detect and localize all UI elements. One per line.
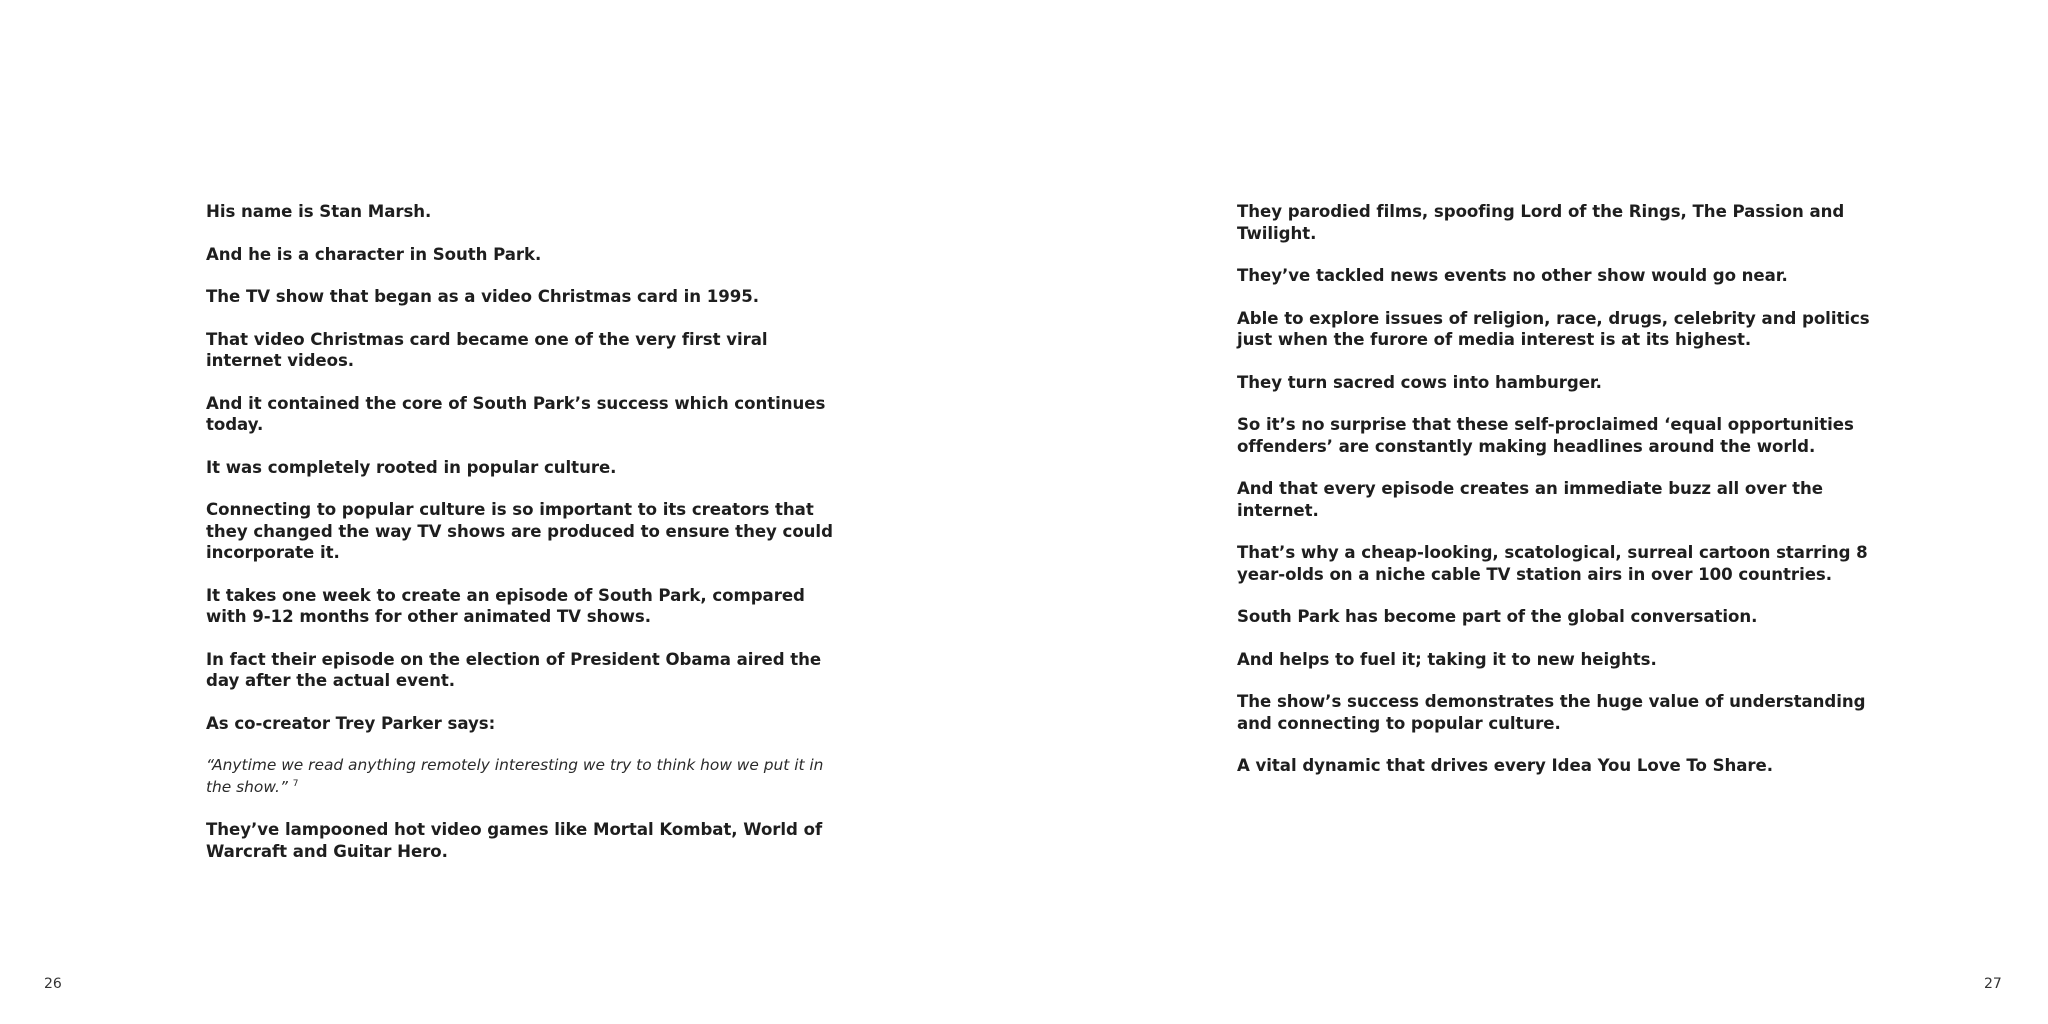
paragraph: It takes one week to create an episode of South Park, compared with 9-12 months for other animated TV shows. <box>206 585 805 626</box>
right-text-column <box>1237 201 1877 798</box>
paragraph: They’ve tackled news events no other show would go near. <box>1237 266 1788 285</box>
quote-text: “Anytime we read anything remotely interesting we try to think how we put it in the show.” <box>206 756 824 796</box>
footnote-marker: 7 <box>292 778 299 789</box>
paragraph: They’ve lampooned hot video games like Mortal Kombat, World of Warcraft and Guitar Hero. <box>206 820 823 861</box>
paragraph: And that every episode creates an immediate buzz all over the internet. <box>1237 479 1823 520</box>
paragraph: A vital dynamic that drives every Idea You Love To Share. <box>1237 756 1773 775</box>
paragraph: In fact their episode on the election of President Obama aired the day after the actual event. <box>206 649 822 690</box>
paragraph: That video Christmas card became one of the very first viral internet videos. <box>206 329 768 370</box>
paragraph: And he is a character in South Park. <box>206 244 542 264</box>
paragraph: The show’s success demonstrates the huge value of understanding and connecting to popular culture. <box>1237 692 1866 733</box>
paragraph: That’s why a cheap-looking, scatological, surreal cartoon starring 8 year-olds on a niche cable TV station airs in over 100 countries. <box>1237 543 1868 584</box>
right-page <box>1024 0 2048 1024</box>
paragraph: And it contained the core of South Park’s success which continues today. <box>206 393 826 434</box>
paragraph: They turn sacred cows into hamburger. <box>1237 372 1602 392</box>
paragraph: Connecting to popular culture is so important to its creators that they changed the way TV shows are produced to ensure they could incorporate it. <box>206 500 833 562</box>
paragraph: South Park has become part of the global conversation. <box>1237 607 1758 626</box>
paragraph: As co-creator Trey Parker says: <box>206 713 496 733</box>
paragraph: The TV show that began as a video Christmas card in 1995. <box>206 287 759 306</box>
paragraph: His name is Stan Marsh. <box>206 202 432 221</box>
paragraph: It was completely rooted in popular culture. <box>206 457 617 477</box>
left-text-column <box>206 201 836 883</box>
paragraph: Able to explore issues of religion, race, drugs, celebrity and politics just when the furore of media interest is at its highest. <box>1237 308 1870 349</box>
paragraph: So it’s no surprise that these self-proclaimed ‘equal opportunities offenders’ are constantly making headlines around the world. <box>1237 415 1854 456</box>
page-number: 27 <box>1984 976 2002 992</box>
page-number: 26 <box>44 976 62 992</box>
quote <box>206 755 836 798</box>
paragraph: They parodied films, spoofing Lord of the Rings, The Passion and Twilight. <box>1237 202 1845 243</box>
paragraph: And helps to fuel it; taking it to new heights. <box>1237 649 1657 669</box>
